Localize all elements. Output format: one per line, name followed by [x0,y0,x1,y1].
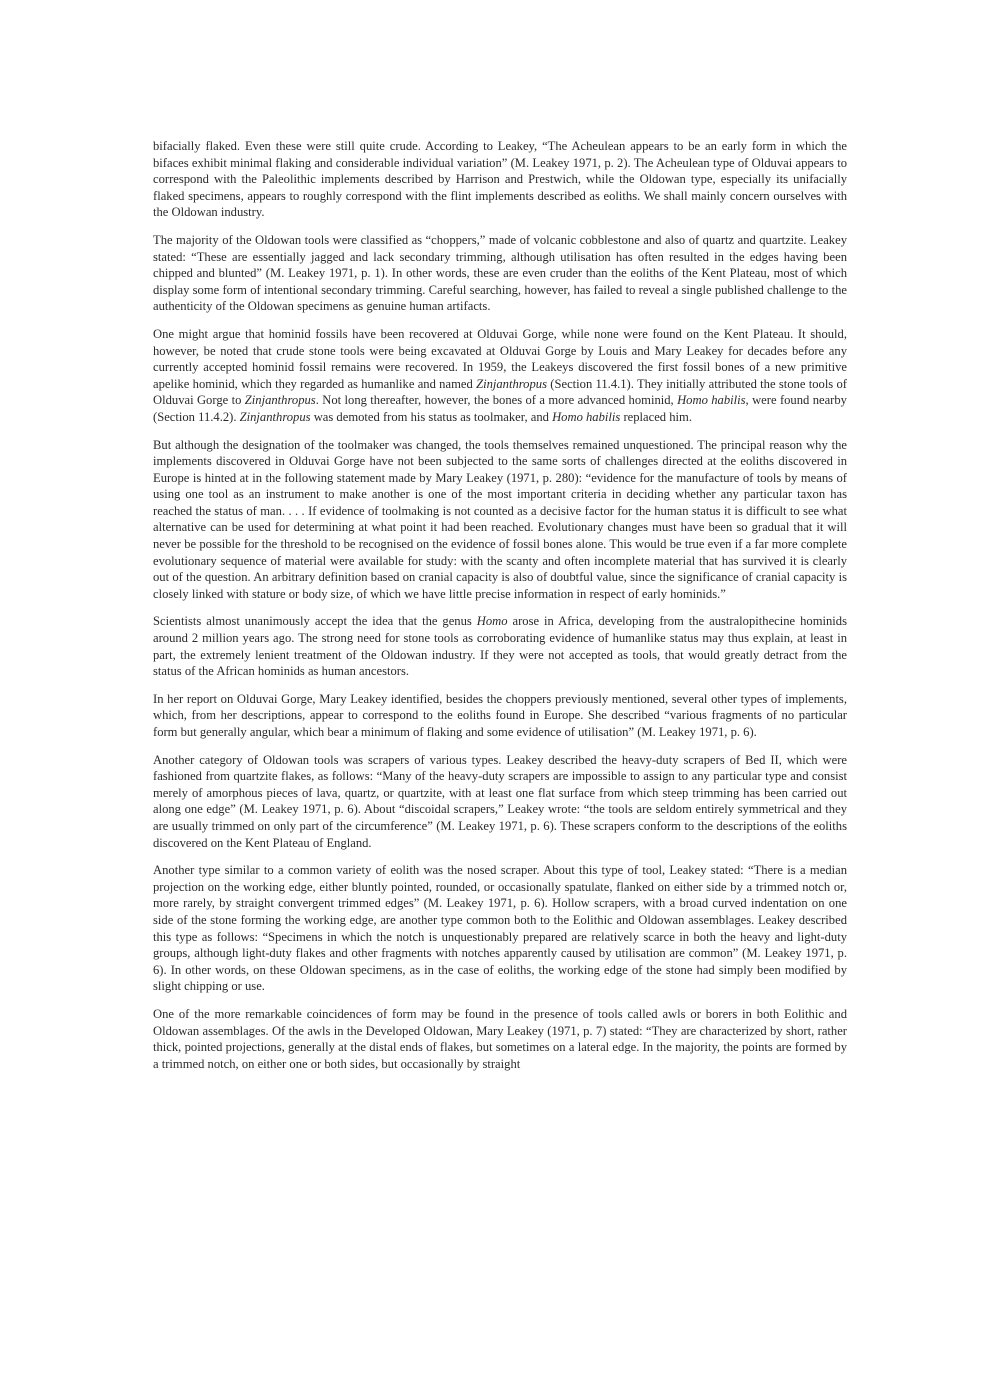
text-run: was demoted from his status as toolmaker, and [310,409,553,424]
text-run: Another type similar to a common variety of eolith was the nosed scraper. About this type of tool, Leakey stated: “There is a median projection on the working edge, either bluntly pointed, rounded, or occasionally spatulate, flanked on either side by a trimmed notch or, more rarely, by straight convergent trimmed edges” (M. Leakey 1971, p. 6). Hollow scrapers, with a broad curved indentation on one side of the stone forming the working edge, are another type common both to the Eolithic and Oldowan assemblages. Leakey described this type as follows: “Specimens in which the notch is unquestionably prepared are relatively scarce in both the heavy and light-duty groups, although light-duty flakes and other fragments with notches apparently caused by utilisation are common” (M. Leakey 1971, p. 6). In other words, on these Oldowan specimens, as in the case of eoliths, the working edge of the stone had simply been modified by slight chipping or use. [153,863,847,994]
text-run: One of the more remarkable coincidences of form may be found in the presence of tools called awls or borers in both Eolithic and Oldowan assemblages. Of the awls in the Developed Oldowan, Mary Leakey (1971, p. 7) stated: “They are characterized by short, rather thick, pointed projections, generally at the distal ends of flakes, but sometimes on a lateral edge. In the majority, the points are formed by a trimmed notch, on either one or both sides, but occasionally by straight [153,1006,847,1071]
italic-term: Homo habilis [677,393,746,408]
text-run: In her report on Olduvai Gorge, Mary Leakey identified, besides the choppers previously mentioned, several other types of implements, which, from her descriptions, appear to correspond to the eoliths found in Europe. She described “various fragments of no particular form but generally angular, which bear a minimum of flaking and some evidence of utilisation” (M. Leakey 1971, p. 6). [153,691,847,739]
paragraph [153,862,847,995]
paragraph [153,752,847,852]
paragraph [153,691,847,741]
text-run: The majority of the Oldowan tools were classified as “choppers,” made of volcanic cobblestone and also of quartz and quartzite. Leakey stated: “These are essentially jagged and lack secondary trimming, although utilisation has often resulted in the edges having been chipped and blunted” (M. Leakey 1971, p. 1). In other words, these are even cruder than the eoliths of the Kent Plateau, most of which display some form of intentional secondary trimming. Careful searching, however, has failed to reveal a single published challenge to the authenticity of the Oldowan specimens as genuine human artifacts. [153,232,847,314]
document-page [153,138,847,1083]
italic-term: Zinjanthropus [239,409,311,424]
text-run: arose in Africa, developing from the australopithecine hominids around 2 million years ago. The strong need for stone tools as corroborating evidence of humanlike status may thus explain, at least in part, the extremely lenient treatment of the Oldowan industry. If they were not accepted as tools, that would greatly detract from the status of the African hominids as human ancestors. [153,614,847,679]
text-run: , were found nearby (Section 11.4.2). [153,393,847,424]
italic-term: Homo habilis [552,409,621,424]
text-run: Scientists almost unanimously accept the idea that the genus [153,614,477,629]
paragraph [153,437,847,603]
paragraph [153,232,847,315]
text-run: bifacially flaked. Even these were still quite crude. According to Leakey, “The Acheulean appears to be an early form in which the bifaces exhibit minimal flaking and considerable individual variation” (M. Leakey 1971, p. 2). The Acheulean type of Olduvai appears to correspond with the Paleolithic implements described by Harrison and Prestwich, while the Oldowan type, especially its unifacially flaked specimens, appears to roughly correspond with the flint implements described as eoliths. We shall mainly concern ourselves with the Oldowan industry. [153,139,847,220]
italic-term: Zinjanthropus [244,393,316,408]
text-run: One might argue that hominid fossils have been recovered at Olduvai Gorge, while none were found on the Kent Plateau. It should, however, be noted that crude stone tools were being excavated at Olduvai Gorge by Louis and Mary Leakey for decades before any currently accepted hominid fossil remains were recovered. In 1959, the Leakeys discovered the first fossil bones of a new primitive apelike hominid, which they regarded as humanlike and named [153,326,847,391]
paragraph [153,1006,847,1072]
text-run: replaced him. [620,409,692,424]
paragraph [153,138,847,221]
text-run: But although the designation of the toolmaker was changed, the tools themselves remained unquestioned. The principal reason why the implements discovered in Olduvai Gorge have not been subjected to the same sorts of challenges directed at the eoliths discovered in Europe is hinted at in the following statement made by Mary Leakey (1971, p. 280): “evidence for the manufacture of tools by means of using one tool as an instrument to make another is one of the most important criteria in deciding whether any particular taxon has reached the status of man. . . . If evidence of toolmaking is not counted as a decisive factor for the human status it is difficult to see what alternative can be used for determining at what point it had been reached. Evolutionary changes must have been so gradual that it will never be possible for the threshold to be recognised on the evidence of fossil bones alone. This would be true even if a far more complete evolutionary sequence of material were available for study: with the scanty and often incomplete material that has survived it is clearly out of the question. An arbitrary definition based on cranial capacity is also of doubtful value, since the significance of cranial capacity is closely linked with stature or body size, of which we have little precise information in respect of early hominids.” [153,437,847,601]
text-run: . Not long thereafter, however, the bones of a more advanced hominid, [315,393,678,408]
paragraph [153,326,847,426]
text-run: Another category of Oldowan tools was scrapers of various types. Leakey described the heavy-duty scrapers of Bed II, which were fashioned from quartzite flakes, as follows: “Many of the heavy-duty scrapers are impossible to assign to any particular type and consist merely of amorphous pieces of lava, quartz, or quartzite, with at least one flat surface from which steep trimming has been carried out along one edge” (M. Leakey 1971, p. 6). About “discoidal scrapers,” Leakey wrote: “the tools are seldom entirely symmetrical and they are usually trimmed on only part of the circumference” (M. Leakey 1971, p. 6). These scrapers conform to the descriptions of the eoliths discovered on the Kent Plateau of England. [153,752,847,850]
text-run: (Section 11.4.1). They initially attributed the stone tools of Olduvai Gorge to [153,376,847,408]
paragraph [153,613,847,679]
italic-term: Zinjanthropus [476,376,547,391]
italic-term: Homo [476,614,508,629]
